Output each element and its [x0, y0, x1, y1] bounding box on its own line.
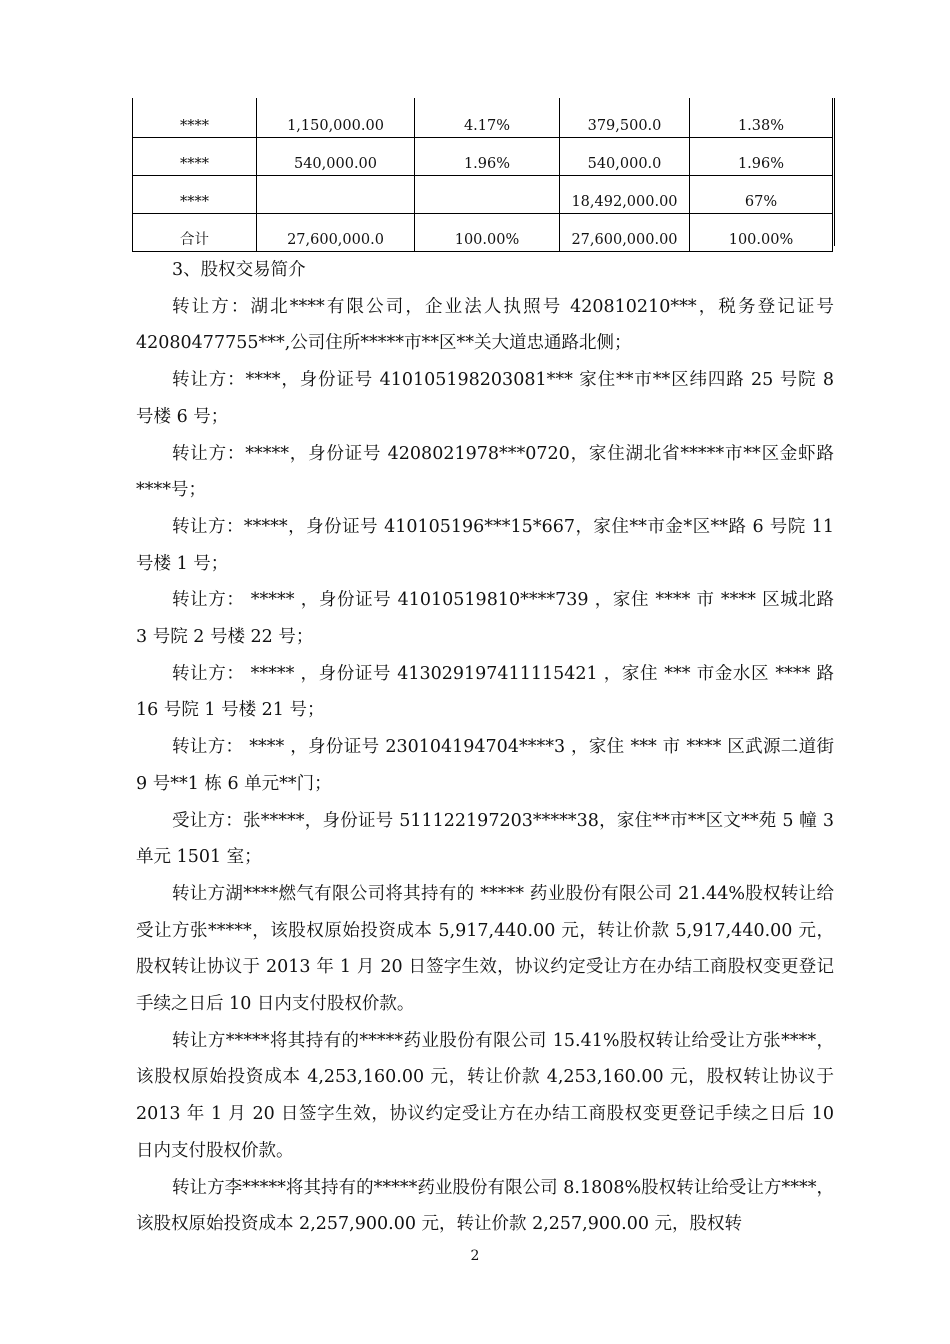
paragraph: 转让方湖****燃气有限公司将其持有的 ***** 药业股份有限公司 21.44%股权转让给受让方张*****，该股权原始投资成本 5,917,440.00 元，转让价款 5,917,440.00 元，股权转让协议于 2013 年 1 月 20 日签字生效，协议约定受让方在办结工商股权变更登记手续之日后 10 日内支付股权价款。 [136, 883, 834, 1015]
table-cell: 18,492,000.00 [560, 176, 690, 214]
table-cell: 1.96% [415, 138, 560, 176]
table-cell: 1,150,000.00 [257, 98, 415, 138]
table-row [133, 138, 833, 176]
page-number: 2 [470, 1248, 480, 1264]
table-cell: 4.17% [415, 98, 560, 138]
table-cell: **** [133, 138, 257, 176]
table-cell [257, 176, 415, 214]
holdings-table [132, 98, 833, 252]
table-cell: 合计 [133, 214, 257, 252]
table-cell: 1.38% [690, 98, 833, 138]
paragraph: 转让方：湖北****有限公司，企业法人执照号 420810210***，税务登记证号 42080477755***,公司住所*****市**区**关大道忠通路北侧； [136, 296, 834, 354]
paragraph: 受让方：张*****，身份证号 511122197203*****38，家住**市**区文**苑 5 幢 3 单元 1501 室； [136, 810, 834, 868]
table-row [133, 176, 833, 214]
paragraph: 转让方李*****将其持有的*****药业股份有限公司 8.1808%股权转让给受让方****，该股权原始投资成本 2,257,900.00 元，转让价款 2,257,900.00 元，股权转 [136, 1177, 834, 1235]
table-cell: 67% [690, 176, 833, 214]
holdings-table-wrapper [132, 98, 832, 252]
table-cell: 540,000.0 [560, 138, 690, 176]
table-cell: 27,600,000.0 [257, 214, 415, 252]
table-cell: 27,600,000.00 [560, 214, 690, 252]
table-right-rule [834, 98, 835, 246]
table-cell: **** [133, 98, 257, 138]
table-cell: 100.00% [415, 214, 560, 252]
paragraph: 转让方： **** ，身份证号 230104194704****3 ，家住 *** 市 **** 区武源二道街 9 号**1 栋 6 单元**门； [136, 737, 834, 794]
table-cell: 100.00% [690, 214, 833, 252]
table-cell: **** [133, 176, 257, 214]
section-heading: 3、股权交易简介 [172, 260, 306, 280]
table-row [133, 98, 833, 138]
table-cell: 540,000.00 [257, 138, 415, 176]
section-body [136, 252, 834, 1243]
paragraph: 转让方： ***** ，身份证号 41010519810****739 ，家住 **** 市 **** 区城北路 3 号院 2 号楼 22 号； [136, 590, 834, 648]
paragraph: 转让方： ***** ，身份证号 413029197411115421 ，家住 *** 市金水区 **** 路 16 号院 1 号楼 21 号； [136, 663, 834, 721]
table-cell: 379,500.0 [560, 98, 690, 138]
paragraph: 转让方：****，身份证号 410105198203081*** 家住**市**区纬四路 25 号院 8 号楼 6 号； [136, 370, 834, 427]
table-cell: 1.96% [690, 138, 833, 176]
paragraph: 转让方：*****，身份证号 4208021978***0720，家住湖北省*****市**区金虾路****号； [136, 443, 834, 501]
table-total-row [133, 214, 833, 252]
table-cell [415, 176, 560, 214]
paragraph: 转让方：*****，身份证号 410105196***15*667，家住**市金*区**路 6 号院 11 号楼 1 号； [136, 516, 834, 574]
paragraph: 转让方*****将其持有的*****药业股份有限公司 15.41%股权转让给受让方张****，该股权原始投资成本 4,253,160.00 元，转让价款 4,253,160.00 元，股权转让协议于 2013 年 1 月 20 日签字生效，协议约定受让方在办结工商股权变更登记手续之日后 10 日内支付股权价款。 [136, 1030, 834, 1161]
